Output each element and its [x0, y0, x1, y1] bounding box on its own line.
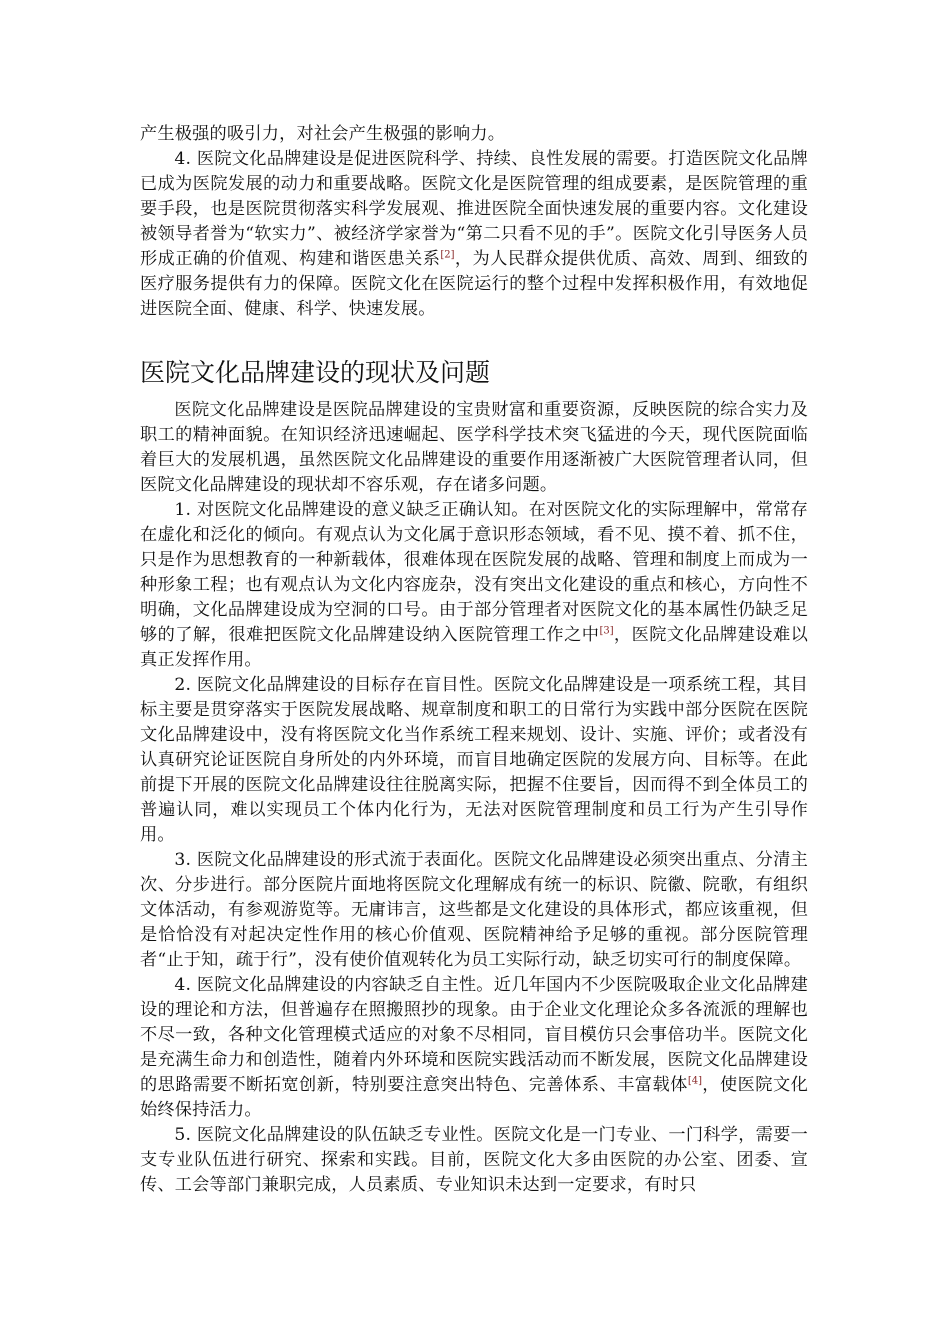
paragraph-item-2: 2. 医院文化品牌建设的目标存在盲目性。医院文化品牌建设是一项系统工程，其目标主要是贯穿落实于医院发展战略、规章制度和职工的日常行为实践中部分医院在医院文化品牌建设中，没有将医院文化当作系统工程来规划、设计、实施、评价；或者没有认真研究论证医院自身所处的内外环境，而盲目地确定医院的发展方向、目标等。在此前提下开展的医院文化品牌建设往往脱离实际，把握不住要旨，因而得不到全体员工的普遍认同，难以实现员工个体内化行为，无法对医院管理制度和员工行为产生引导作用。	[140, 675, 808, 845]
section-heading: 医院文化品牌建设的现状及问题	[140, 358, 491, 387]
paragraph-text: ，为人民群众提供优质、高效、周到、细致的医疗服务提供有力的保障。医院文化在医院运行的整个过程中发挥积极作用，有效地促进医院全面、健康、科学、快速发展。	[140, 249, 808, 319]
citation-ref[interactable]: [2]	[440, 249, 455, 261]
paragraph-text: 4. 医院文化品牌建设的内容缺乏自主性。近几年国内不少医院吸取企业文化品牌建设的理论和方法，但普遍存在照搬照抄的现象。由于企业文化理论众多各流派的理解也不尽一致，各种文化管理模式适应的对象不尽相同，盲目模仿只会事倍功半。医院文化是充满生命力和创造性，随着内外环境和医院实践活动而不断发展，医院文化品牌建设的思路需要不断拓宽创新，特别要注意突出特色、完善体系、丰富载体	[140, 975, 808, 1095]
section-body	[140, 398, 808, 1198]
intro-block	[140, 122, 808, 322]
citation-ref[interactable]: [4]	[687, 1075, 702, 1087]
paragraph-item-1	[140, 498, 808, 673]
paragraph-item-4-intro	[140, 147, 808, 322]
citation-ref[interactable]: [3]	[599, 625, 614, 637]
paragraph-lead: 医院文化品牌建设是医院品牌建设的宝贵财富和重要资源，反映医院的综合实力及职工的精神面貌。在知识经济迅速崛起、医学科学技术突飞猛进的今天，现代医院面临着巨大的发展机遇，虽然医院文化品牌建设的重要作用逐渐被广大医院管理者认同，但医院文化品牌建设的现状却不容乐观，存在诸多问题。	[140, 400, 808, 495]
paragraph-text: 4. 医院文化品牌建设是促进医院科学、持续、良性发展的需要。打造医院文化品牌已成为医院发展的动力和重要战略。医院文化是医院管理的组成要素，是医院管理的重要手段，也是医院贯彻落实科学发展观、推进医院全面快速发展的重要内容。文化建设被领导者誉为“软实力”、被经济学家誉为“第二只看不见的手”。医院文化引导医务人员形成正确的价值观、构建和谐医患关系	[140, 149, 808, 269]
paragraph-carryover: 产生极强的吸引力，对社会产生极强的影响力。	[140, 124, 506, 144]
paragraph-text: ，医院文化品牌建设难以真正发挥作用。	[140, 625, 809, 670]
paragraph-text: 1. 对医院文化品牌建设的意义缺乏正确认知。在对医院文化的实际理解中，常常存在虚化和泛化的倾向。有观点认为文化属于意识形态领域，看不见、摸不着、抓不住，只是作为思想教育的一种新载体，很难体现在医院发展的战略、管理和制度上而成为一种形象工程；也有观点认为文化内容庞杂，没有突出文化建设的重点和核心，方向性不明确，文化品牌建设成为空洞的口号。由于部分管理者对医院文化的基本属性仍缺乏足够的了解，很难把医院文化品牌建设纳入医院管理工作之中	[140, 500, 808, 645]
paragraph-item-4	[140, 973, 808, 1123]
paragraph-text: ，使医院文化始终保持活力。	[140, 1075, 809, 1120]
paragraph-item-3: 3. 医院文化品牌建设的形式流于表面化。医院文化品牌建设必须突出重点、分清主次、分步进行。部分医院片面地将医院文化理解成有统一的标识、院徽、院歌，有组织文体活动，有参观游览等。无庸讳言，这些都是文化建设的具体形式，都应该重视，但是恰恰没有对起决定性作用的核心价值观、医院精神给予足够的重视。部分医院管理者“止于知，疏于行”，没有使价值观转化为员工实际行动，缺乏切实可行的制度保障。	[140, 850, 808, 970]
paragraph-item-5: 5. 医院文化品牌建设的队伍缺乏专业性。医院文化是一门专业、一门科学，需要一支专业队伍进行研究、探索和实践。目前，医院文化大多由医院的办公室、团委、宣传、工会等部门兼职完成，人员素质、专业知识未达到一定要求，有时只	[140, 1125, 808, 1195]
